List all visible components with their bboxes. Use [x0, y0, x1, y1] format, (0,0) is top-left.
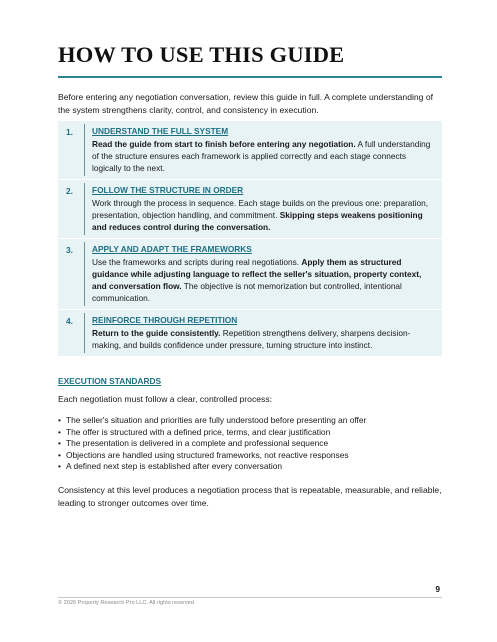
bullet-icon: •: [58, 426, 61, 437]
step-heading: APPLY AND ADAPT THE FRAMEWORKS: [92, 244, 252, 254]
step-body: [85, 239, 442, 309]
step-bold-lead: Read the guide from start to finish before entering any negotiation.: [92, 139, 356, 149]
step-text: Use the frameworks and scripts during real negotiations.: [92, 257, 302, 267]
step-1: [58, 121, 442, 180]
step-text: Work through the process in sequence. Each stage builds on the previous one: preparation, presentation, objection handling, and commitment.: [92, 198, 429, 220]
step-body: [85, 121, 442, 179]
intro-paragraph: Before entering any negotiation conversation, review this guide in full. A complete understanding of the system strengthens clarity, control, and consistency in execution.: [58, 92, 434, 115]
list-item: [58, 461, 366, 473]
step-body: [85, 180, 442, 238]
bullet-text: Objections are handled using structured frameworks, not reactive responses: [66, 449, 349, 460]
execution-heading: EXECUTION STANDARDS: [58, 376, 162, 386]
step-bold-mid: Apply them as structured guidance while adjusting language to reflect the seller's situation, property context, and conversation flow.: [92, 257, 422, 291]
bullet-icon: •: [58, 415, 61, 425]
bullet-text: The offer is structured with a defined price, terms, and clear justification: [66, 426, 331, 437]
step-body: [85, 310, 442, 356]
bullet-text: The presentation is delivered in a complete and professional sequence: [66, 438, 329, 449]
bullet-icon: •: [58, 438, 61, 449]
step-number: 1.: [66, 127, 73, 137]
closing-paragraph: Consistency at this level produces a negotiation process that is repeatable, measurable, and reliable, leading to stronger outcomes over time.: [58, 485, 442, 508]
list-item: [58, 415, 366, 427]
step-number: 4.: [66, 316, 73, 326]
step-number: 3.: [66, 245, 73, 255]
bullet-icon: •: [58, 461, 61, 472]
step-bold-tail: Skipping steps weakens positioning and reduces control during the conversation.: [92, 210, 423, 232]
copyright-footer: © 2026 Property Research Pro LLC. All rights reserved.: [58, 600, 196, 606]
execution-bullets: [58, 415, 366, 473]
step-heading: REINFORCE THROUGH REPETITION: [92, 315, 238, 325]
step-text: A full understanding of the structure ensures each framework is applied correctly and each stage connects logically to the next.: [92, 139, 431, 173]
bullet-text: The seller's situation and priorities are fully understood before presenting an offer: [66, 415, 367, 425]
step-text: Repetition strengthens delivery, sharpens decision-making, and builds confidence under pressure, turning structure into instinct.: [92, 328, 411, 350]
step-3: [58, 239, 442, 310]
step-text-rest: The objective is not memorization but controlled, intentional communication.: [92, 281, 402, 303]
execution-intro: Each negotiation must follow a clear, controlled process:: [58, 394, 273, 404]
step-heading: UNDERSTAND THE FULL SYSTEM: [92, 126, 229, 136]
steps-list: [58, 121, 442, 357]
step-bold-lead: Return to the guide consistently.: [92, 328, 221, 338]
step-heading: FOLLOW THE STRUCTURE IN ORDER: [92, 185, 244, 195]
page-number: 9: [435, 584, 440, 594]
bullet-text: A defined next step is established after every conversation: [66, 461, 283, 472]
footer-divider: [58, 597, 442, 598]
step-2: [58, 180, 442, 239]
list-item: [58, 450, 366, 462]
page-title: HOW TO USE THIS GUIDE: [58, 42, 345, 67]
list-item: [58, 427, 366, 439]
title-divider: [58, 76, 442, 78]
step-number: 2.: [66, 186, 73, 196]
bullet-icon: •: [58, 449, 61, 460]
list-item: [58, 438, 366, 450]
step-4: [58, 310, 442, 357]
